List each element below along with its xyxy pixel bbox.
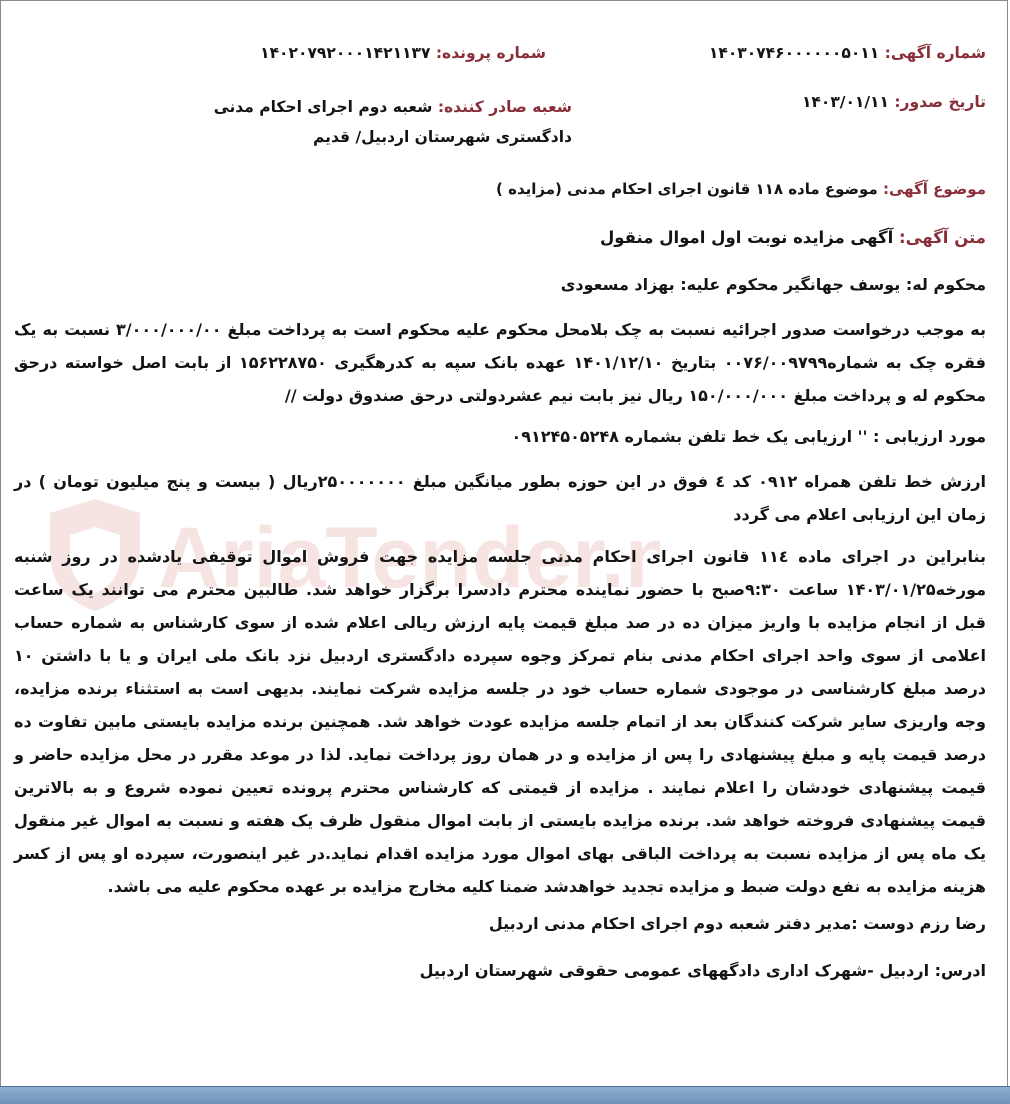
paragraph-appraisal-value: ارزش خط تلفن همراه ۰۹۱۲ کد ٤ فوق در این حوزه بطور میانگین مبلغ ۲۵۰۰۰۰۰۰۰ریال ( بیست و پنج میلیون تومان ) در زمان این ارزیابی اعلام می گردد <box>14 472 987 524</box>
issue-date <box>802 93 986 111</box>
issue-date-value: ۱۴۰۳/۰۱/۱۱ <box>801 93 889 111</box>
issue-date-label: تاریخ صدور: <box>894 93 986 111</box>
issuing-branch-value: شعبه دوم اجرای احکام مدنی دادگستری شهرستان اردبیل/ قدیم <box>213 98 572 146</box>
case-number-value: ۱۴۰۲۰۷۹۲۰۰۰۱۴۲۱۱۳۷ <box>260 44 431 62</box>
subject-value: موضوع ماده ۱۱۸ قانون اجرای احکام مدنی (مزایده ) <box>496 180 878 198</box>
issuing-branch <box>172 92 572 152</box>
subject-label: موضوع آگهی: <box>882 180 986 198</box>
signature: رضا رزم دوست :مدیر دفتر شعبه دوم اجرای احکام مدنی اردبیل <box>488 914 986 933</box>
paragraph-execution: به موجب درخواست صدور اجرائیه نسبت به چک بلامحل محکوم علیه محکوم است به پرداخت مبلغ ۳/۰۰۰/۰۰۰/۰۰ نسبت به یک فقره چک به شماره۰۰۷۶/۰۰۹۷۹۹ بتاریخ ۱۴۰۱/۱۲/۱۰ عهده بانک سپه به کدرهگیری ۱۵۶۲۲۸۷۵۰ از بابت اصل خواسته درحق محکوم له و پرداخت مبلغ ۱۵۰/۰۰۰/۰۰۰ ریال نیز بابت نیم عشردولتی درحق صندوق دولت // <box>14 320 986 405</box>
case-number-label: شماره پرونده: <box>435 44 546 62</box>
notice-text-label: متن آگهی: <box>899 228 986 247</box>
notice-number <box>709 44 986 62</box>
case-number <box>260 44 546 62</box>
notice-number-value: ۱۴۰۳۰۷۴۶۰۰۰۰۰۰۵۰۱۱ <box>708 44 880 62</box>
issuing-branch-label: شعبه صادر کننده: <box>437 98 572 116</box>
address: ادرس: اردبیل -شهرک اداری دادگههای عمومی حقوقی شهرستان اردبیل <box>419 961 986 980</box>
subject <box>496 180 986 198</box>
paragraph-appraisal-item: مورد ارزیابی : '' ارزیابی یک خط تلفن بشماره ۰۹۱۲۴۵۰۵۲۴۸ <box>511 427 986 446</box>
taskbar <box>0 1086 1010 1104</box>
notice-text <box>600 228 986 247</box>
notice-number-label: شماره آگهی: <box>884 44 986 62</box>
parties: محکوم له: یوسف جهانگیر محکوم علیه: بهزاد مسعودی <box>560 275 986 294</box>
paragraph-auction-terms: بنابراین در اجرای ماده ۱۱٤ قانون اجرای احکام مدنی جلسه مزایده جهت فروش اموال توقیفی یادشده در روز شنبه مورخه۱۴۰۳/۰۱/۲۵ ساعت ۹:۳۰صبح با حضور نماینده محترم دادسرا برگزار خواهد شد. طالبین محترم می توانند یک ساعت قبل از انجام مزایده با واریز میزان ده در صد مبلغ قیمت پایه ارزش ریالی اعلام شده از سوی کارشناس به شماره حساب اعلامی از سوی واحد اجرای احکام مدنی بنام تمرکز وجوه سپرده دادگستری اردبیل نزد بانک ملی ایران و یا با داشتن ۱۰ درصد مبلغ کارشناسی در موجودی شماره حساب خود در جلسه مزایده شرکت نمایند. بدیهی است به استثناء برنده مزایده، وجه واریزی سایر شرکت کنندگان بعد از اتمام جلسه مزایده عودت خواهد شد. همچنین برنده مزایده بایستی مابین تفاوت ده درصد قیمت پایه و مبلغ پیشنهادی را پس از مزایده و در همان روز پرداخت نماید. لذا در موعد مقرر در محل مزایده حاضر و قیمت پیشنهادی خودشان را اعلام نمایند . مزایده از قیمتی که کارشناس محترم پرونده تعیین نموده شروع و به بالاترین قیمت پیشنهادی فروخته خواهد شد. برنده مزایده بایستی از بابت اموال منقول ظرف یک هفته و نسبت به اموال غیر منقول یک ماه پس از مزایده نسبت به پرداخت الباقی بهای اموال مورد مزایده اقدام نماید.در غیر اینصورت، سپرده او پس از کسر هزینه مزایده به نفع دولت ضبط و مزایده تجدید خواهدشد ضمنا کلیه مخارج مزایده بر عهده محکوم علیه می باشد. <box>14 547 987 896</box>
watermark-text: AriaTender.n <box>158 510 660 606</box>
notice-text-value: آگهی مزایده نوبت اول اموال منقول <box>599 228 894 247</box>
